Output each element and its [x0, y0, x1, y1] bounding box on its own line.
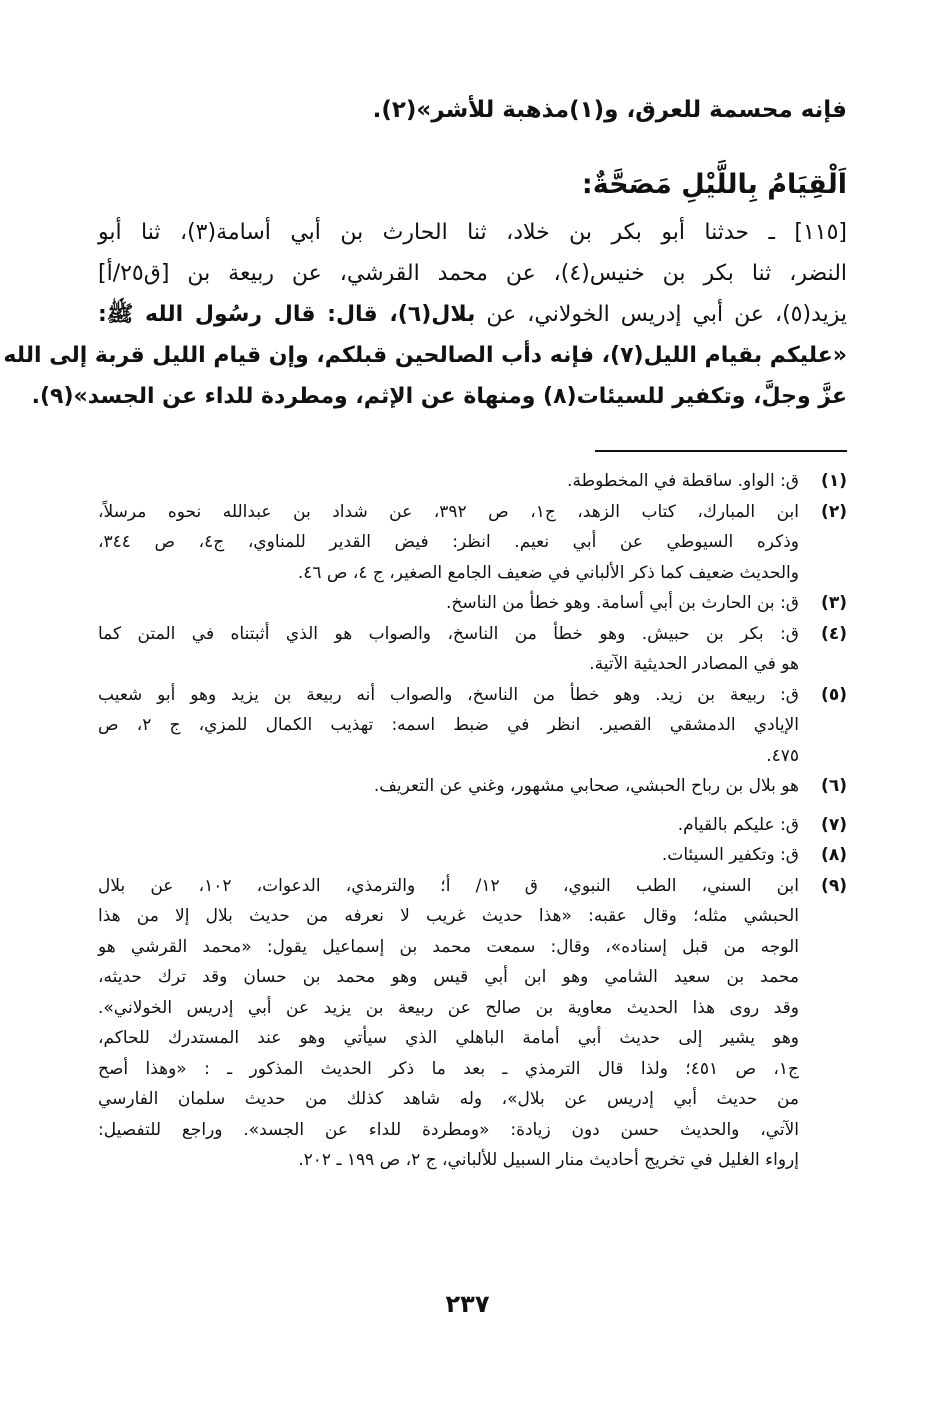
- footnote: [98, 871, 847, 1176]
- hadith-line: [١١٥] ـ حدثنا أبو بكر بن خلاد، ثنا الحارث بن أبي أسامة(٣)، ثنا أبو: [98, 220, 847, 245]
- footnote-line: إرواء الغليل في تخريج أحاديث منار السبيل للألباني، ج ٢، ص ١٩٩ ـ ٢٠٢.: [298, 1150, 799, 1170]
- footnote-line: ق: عليكم بالقيام.: [677, 814, 799, 835]
- footnote-number: (٣): [821, 593, 847, 613]
- footnote-line: وذكره السيوطي عن أبي نعيم. انظر: فيض القدير للمناوي، ج٤، ص ٣٤٤،: [98, 532, 799, 552]
- footnote-line: ق: بكر بن حبيش. وهو خطأ من الناسخ، والصواب هو الذي أثبتناه في المتن كما: [98, 623, 799, 644]
- footnote-body: [98, 619, 799, 680]
- footnote: [98, 466, 847, 497]
- footnote-body: [98, 588, 799, 619]
- footnote-line: الإيادي الدمشقي القصير. انظر في ضبط اسمه: تهذيب الكمال للمزي، ج ٢، ص: [98, 715, 800, 735]
- hadith-line: عزَّ وجلَّ، وتكفير للسيئات(٨) ومنهاة عن الإثم، ومطردة للداء عن الجسد»(٩).: [31, 384, 847, 409]
- footnote-line: من حديث أبي إدريس عن بلال»، وله شاهد كذلك من حديث سلمان الفارسي: [98, 1089, 799, 1109]
- footnote-line: وقد روى هذا الحديث معاوية بن صالح عن ربيعة بن يزيد عن أبي إدريس الخولاني».: [98, 997, 799, 1018]
- footnote: [98, 588, 847, 619]
- footnote-line: والحديث ضعيف كما ذكر الألباني في ضعيف الجامع الصغير، ج ٤، ص ٤٦.: [297, 562, 799, 583]
- footnote-number: (٨): [821, 845, 847, 865]
- hadith-line: النضر، ثنا بكر بن خنيس(٤)، عن محمد القرشي، عن ربيعة بن [ق٢٥/أ]: [98, 261, 848, 286]
- footnote: [98, 771, 847, 802]
- footnote-body: [98, 771, 799, 802]
- footnote-line: ق: ربيعة بن زيد. وهو خطأ من الناسخ، والصواب أنه ربيعة بن يزيد وهو أبو شعيب: [98, 684, 799, 705]
- hadith-line-part: يزيد(٥)، عن أبي إدريس الخولاني، عن: [475, 302, 847, 327]
- footnote-line: ابن السني، الطب النبوي، ق ١٢/ أ؛ والترمذي، الدعوات، ١٠٢، عن بلال: [98, 875, 799, 896]
- footnote-line: ق: وتكفير السيئات.: [661, 845, 799, 865]
- footnote-line: ٤٧٥.: [766, 745, 799, 766]
- footnote-number: (٤): [821, 623, 847, 644]
- hadith-line-bold-part: بلال(٦)، قال: قال رسُول الله ﷺ:: [98, 302, 476, 327]
- hadith-line: «عليكم بقيام الليل(٧)، فإنه دأب الصالحين قبلكم، وإن قيام الليل قربة إلى الله: [3, 343, 847, 368]
- footnote-line: وهو يشير إلى حديث أبي أمامة الباهلي الذي سيأتي وهو عند المستدرك للحاكم،: [98, 1028, 799, 1048]
- footnote-body: [98, 810, 799, 841]
- page-number: ٢٣٧: [445, 1290, 490, 1318]
- footnote: [98, 840, 847, 871]
- footnote-number: (٦): [821, 776, 847, 796]
- intro-line: فإنه محسمة للعرق، و(١)مذهبة للأشر»(٢).: [372, 97, 847, 123]
- footnote-body: [98, 840, 799, 871]
- footnote-number: (٥): [821, 684, 847, 705]
- footnote-line: ج١، ص ٤٥١؛ ولذا قال الترمذي ـ بعد ما ذكر الحديث المذكور ـ : «وهذا أصح: [98, 1058, 799, 1079]
- footnote-number: (١): [821, 471, 847, 491]
- footnote-number: (٩): [821, 875, 847, 896]
- footnote-line: ق: بن الحارث بن أبي أسامة. وهو خطأ من الناسخ.: [445, 593, 799, 613]
- footnote-number: (٢): [821, 501, 847, 522]
- section-heading: اَلْقِيَامُ بِاللَّيْلِ مَصَحَّةٌ:: [581, 169, 847, 200]
- footnote: [98, 810, 847, 841]
- hadith-text: [3, 212, 848, 417]
- footnote-line: هو بلال بن رباح الحبشي، صحابي مشهور، وغني عن التعريف.: [373, 776, 799, 796]
- footnote-separator: [595, 450, 847, 452]
- footnote-gap: [98, 802, 847, 810]
- footnote-line: محمد بن سعيد الشامي وهو ابن أبي قيس وهو محمد بن حسان وقد ترك حديثه،: [98, 967, 799, 987]
- footnote-number: (٧): [821, 814, 847, 835]
- footnotes: [98, 466, 847, 1176]
- footnote-body: [98, 497, 799, 589]
- footnote-line: هو في المصادر الحديثية الآتية.: [589, 654, 799, 674]
- hadith-line: [98, 294, 847, 335]
- footnote-body: [98, 871, 799, 1176]
- footnote-line: الحبشي مثله؛ وقال عقبه: «هذا حديث غريب لا نعرفه من حديث بلال إلا من هذا: [98, 906, 799, 926]
- footnote-body: [98, 680, 799, 772]
- footnote: [98, 680, 847, 772]
- footnote-line: ابن المبارك، كتاب الزهد، ج١، ص ٣٩٢، عن شداد بن عبدالله نحوه مرسلاً،: [98, 501, 799, 522]
- footnote-line: ق: الواو. ساقطة في المخطوطة.: [567, 471, 799, 491]
- footnote-line: الوجه من قبل إسناده»، وقال: سمعت محمد بن إسماعيل يقول: «محمد القرشي هو: [98, 936, 799, 957]
- footnote-body: [98, 466, 799, 497]
- footnote: [98, 497, 847, 589]
- footnote: [98, 619, 847, 680]
- footnote-line: الآتي، والحديث حسن دون زيادة: «ومطردة للداء عن الجسد». وراجع للتفصيل:: [98, 1119, 799, 1140]
